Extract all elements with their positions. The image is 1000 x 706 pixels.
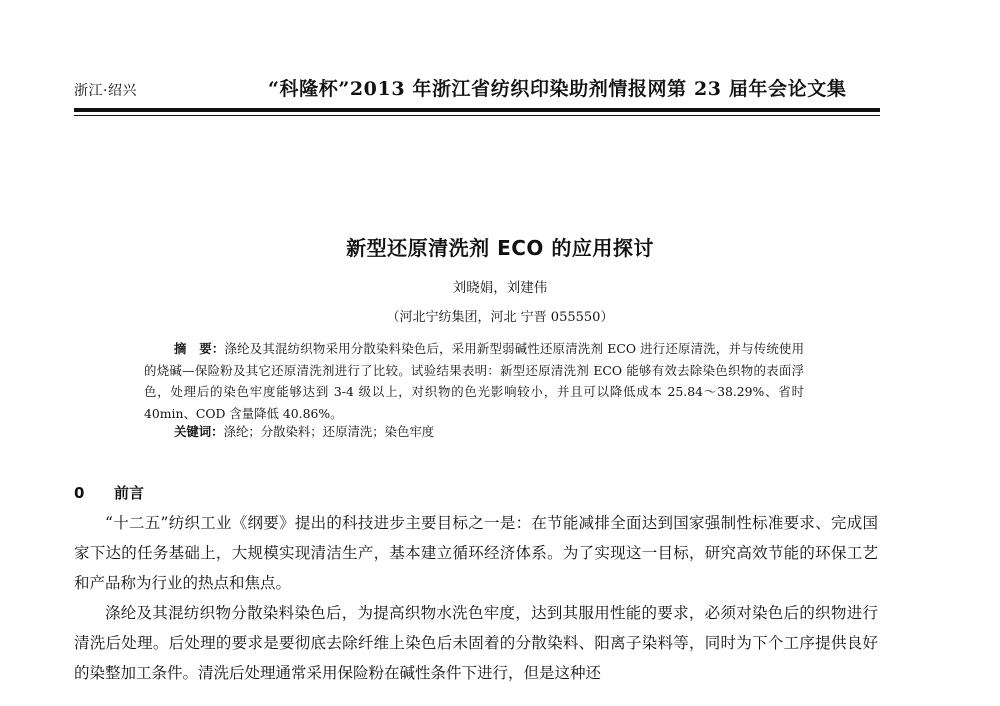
running-header-title: “科隆杯”2013 年浙江省纺织印染助剂情报网第 23 届年会论文集 [268, 78, 847, 100]
body-text [74, 508, 878, 688]
paper-affiliation: （河北宁纺集团，河北 宁晋 055550） [386, 310, 614, 325]
paper-authors: 刘晓娟，刘建伟 [452, 280, 548, 296]
abstract-label: 摘 要： [174, 341, 225, 356]
keywords [174, 422, 804, 440]
section-heading [74, 482, 144, 503]
section-number: 0 [74, 484, 85, 502]
abstract-text: 涤纶及其混纺织物采用分散染料染色后，采用新型弱碱性还原清洗剂 ECO 进行还原清洗，并与传统使用的烧碱—保险粉及其它还原清洗剂进行了比较。试验结果表明：新型还原清洗剂 ECO 能够有效去除染色织物的表面浮色，处理后的染色牢度能够达到 3-4 级以上，对织物的色光影响较小，并且可以降低成本 25.84～38.29%、省时 40min、COD 含量降低 40.86%。 [144, 341, 805, 421]
header-rule-thin [74, 115, 880, 116]
header-rule-thick [74, 108, 880, 112]
running-header-location: 浙江·绍兴 [74, 83, 137, 99]
keywords-text: 涤纶；分散染料；还原清洗；染色牢度 [223, 424, 435, 439]
body-paragraph: “十二五”纺织工业《纲要》提出的科技进步主要目标之一是：在节能减排全面达到国家强制性标准要求、完成国家下达的任务基础上，大规模实现清洁生产，基本建立循环经济体系。为了实现这一目标，研究高效节能的环保工艺和产品称为行业的热点和焦点。 [74, 514, 878, 592]
paper-title: 新型还原清洗剂 ECO 的应用探讨 [346, 236, 654, 260]
body-paragraph: 涤纶及其混纺织物分散染料染色后，为提高织物水洗色牢度，达到其服用性能的要求，必须对染色后的织物进行清洗后处理。后处理的要求是要彻底去除纤维上染色后未固着的分散染料、阳离子染料等，同时为下个工序提供良好的染整加工条件。清洗后处理通常采用保险粉在碱性条件下进行，但是这种还 [74, 604, 878, 682]
keywords-label: 关键词： [174, 424, 224, 439]
section-title: 前言 [114, 484, 145, 502]
abstract [144, 338, 804, 424]
